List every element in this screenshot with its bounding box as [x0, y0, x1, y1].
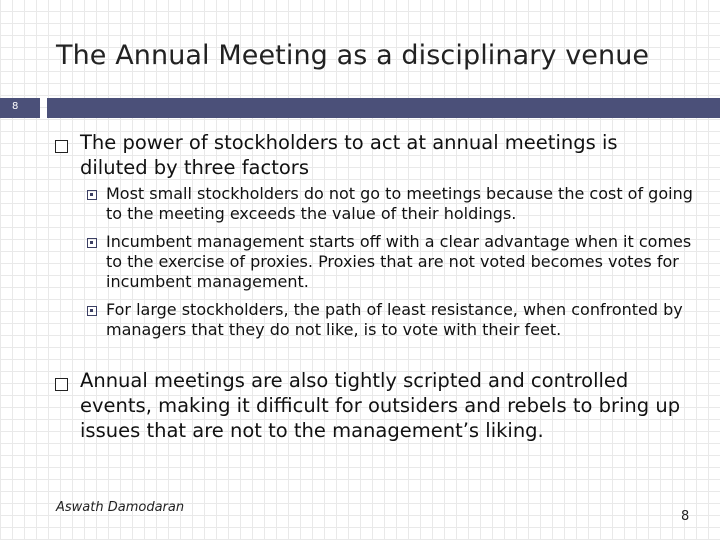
slide-number-bottom: 8: [681, 509, 690, 524]
sub-bullet-icon: [87, 190, 97, 200]
bullet-2-text: Annual meetings are also tightly scripted and controlled events, making it difficult for outsiders and rebels to bring up issues that are not to the management’s liking.: [80, 369, 681, 442]
slide-title: The Annual Meeting as a disciplinary venue: [56, 40, 650, 71]
sub-bullet-3-text: For large stockholders, the path of least resistance, when confronted by managers that they do not like, is to vote with their feet.: [106, 300, 683, 339]
bullet-1-text: The power of stockholders to act at annual meetings is diluted by three factors: [80, 131, 618, 179]
sub-bullet-2-text: Incumbent management starts off with a clear advantage when it comes to the exercise of proxies. Proxies that are not voted becomes votes for incumbent management.: [106, 232, 692, 291]
slide-number-top: 8: [12, 101, 19, 112]
header-bar: [47, 98, 720, 118]
sub-bullet-icon: [87, 306, 97, 316]
sub-bullet-1-text: Most small stockholders do not go to meetings because the cost of going to the meeting exceeds the value of their holdings.: [106, 184, 693, 223]
square-bullet-icon: [55, 140, 68, 153]
header-bar-left: [0, 98, 40, 118]
footer-author: Aswath Damodaran: [56, 500, 185, 515]
sub-bullet-icon: [87, 238, 97, 248]
square-bullet-icon: [55, 378, 68, 391]
